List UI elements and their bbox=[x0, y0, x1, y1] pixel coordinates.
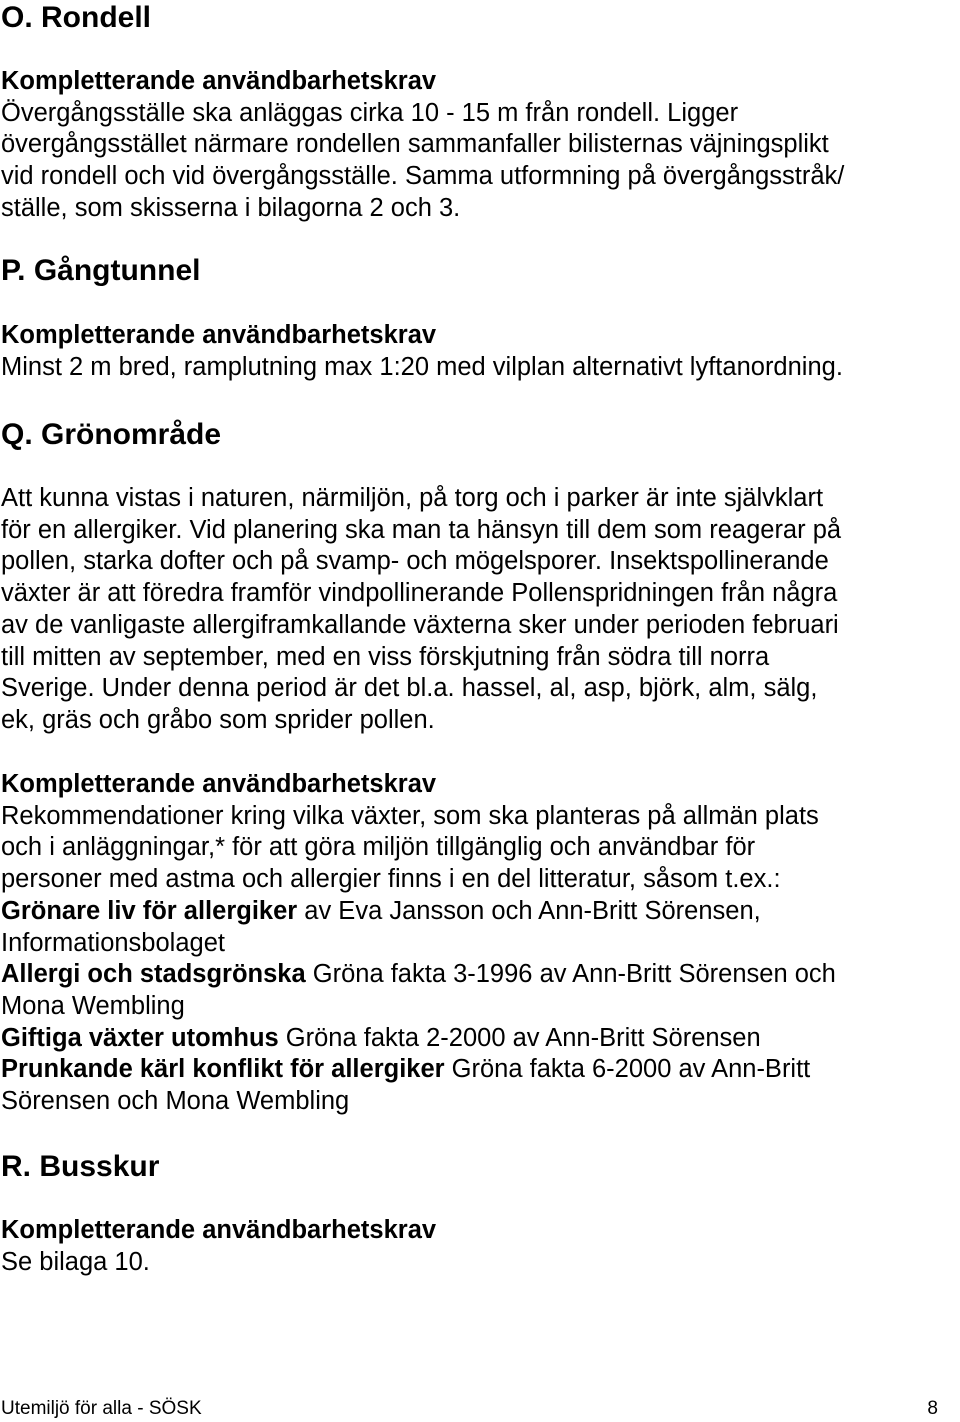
section-body-rondell bbox=[1, 66, 951, 225]
reference-item bbox=[1, 1023, 951, 1055]
section-heading-gangtunnel: P. Gångtunnel bbox=[1, 254, 201, 287]
text-line: Sverige. Under denna period är det bl.a. hassel, al, asp, björk, alm, sälg, bbox=[1, 674, 818, 703]
reference-continuation: Informationsbolaget bbox=[1, 928, 225, 957]
text-line: vid rondell och vid övergångsställe. Samma utformning på övergångsstråk/ bbox=[1, 162, 845, 191]
subheading: Kompletterande användbarhetskrav bbox=[1, 321, 437, 349]
section-heading-gronomrade: Q. Grönområde bbox=[1, 418, 222, 451]
reference-details: Gröna fakta 2-2000 av Ann-Britt Sörensen bbox=[278, 1023, 761, 1052]
reference-item bbox=[1, 1054, 951, 1086]
subheading: Kompletterande användbarhetskrav bbox=[1, 67, 437, 95]
section-body-busskur bbox=[1, 1215, 951, 1278]
reference-continuation: Mona Wembling bbox=[1, 991, 185, 1020]
text-line: Övergångsställe ska anläggas cirka 10 - 15 m från rondell. Ligger bbox=[1, 98, 739, 127]
text-line: växter är att föredra framför vindpollinerande Pollenspridningen från några bbox=[1, 579, 838, 608]
text-line: Att kunna vistas i naturen, närmiljön, på torg och i parker är inte självklart bbox=[1, 484, 824, 512]
subheading: Kompletterande användbarhetskrav bbox=[1, 1216, 437, 1244]
text-line: Rekommendationer kring vilka växter, som ska planteras på allmän plats bbox=[1, 801, 819, 830]
text-line: ställe, som skisserna i bilagorna 2 och 3. bbox=[1, 193, 461, 222]
reference-item bbox=[1, 959, 951, 991]
text-line: och i anläggningar,* för att göra miljön tillgänglig och användbar för bbox=[1, 833, 756, 862]
reference-title: Prunkande kärl konflikt för allergiker bbox=[1, 1055, 445, 1084]
reference-details: av Eva Jansson och Ann-Britt Sörensen, bbox=[297, 896, 761, 925]
section-heading-busskur: R. Busskur bbox=[1, 1150, 160, 1183]
reference-item bbox=[1, 896, 951, 928]
text-line: pollen, starka dofter och på svamp- och mögelsporer. Insektspollinerande bbox=[1, 547, 829, 576]
reference-title: Grönare liv för allergiker bbox=[1, 896, 298, 925]
reference-details: Gröna fakta 3-1996 av Ann-Britt Sörensen och bbox=[305, 960, 836, 989]
reference-title: Giftiga växter utomhus bbox=[1, 1023, 279, 1052]
section-heading-rondell: O. Rondell bbox=[1, 1, 151, 34]
text-line: av de vanligaste allergiframkallande växterna sker under perioden februari bbox=[1, 610, 839, 639]
text-line: övergångsstället närmare rondellen sammanfaller bilisternas väjningsplikt bbox=[1, 130, 829, 159]
reference-continuation: Sörensen och Mona Wembling bbox=[1, 1087, 350, 1116]
text-line: Minst 2 m bred, ramplutning max 1:20 med vilplan alternativt lyftanordning. bbox=[1, 352, 843, 381]
text-line: Se bilaga 10. bbox=[1, 1247, 150, 1276]
text-line: ek, gräs och gråbo som sprider pollen. bbox=[1, 705, 435, 734]
section-body-gangtunnel bbox=[1, 320, 951, 383]
text-line: personer med astma och allergier finns i en del litteratur, såsom t.ex.: bbox=[1, 865, 781, 894]
text-line: för en allergiker. Vid planering ska man ta hänsyn till dem som reagerar på bbox=[1, 515, 842, 544]
reference-title: Allergi och stadsgrönska bbox=[1, 960, 306, 989]
footer-document-title: Utemiljö för alla - SÖSK bbox=[1, 1398, 202, 1419]
page-number: 8 bbox=[927, 1398, 938, 1419]
text-line: till mitten av september, med en viss förskjutning från södra till norra bbox=[1, 642, 770, 671]
section-body-gronomrade bbox=[1, 483, 951, 737]
subheading: Kompletterande användbarhetskrav bbox=[1, 770, 437, 798]
section-body-gronomrade-recommendations bbox=[1, 769, 951, 1118]
reference-details: Gröna fakta 6-2000 av Ann-Britt bbox=[444, 1055, 811, 1084]
